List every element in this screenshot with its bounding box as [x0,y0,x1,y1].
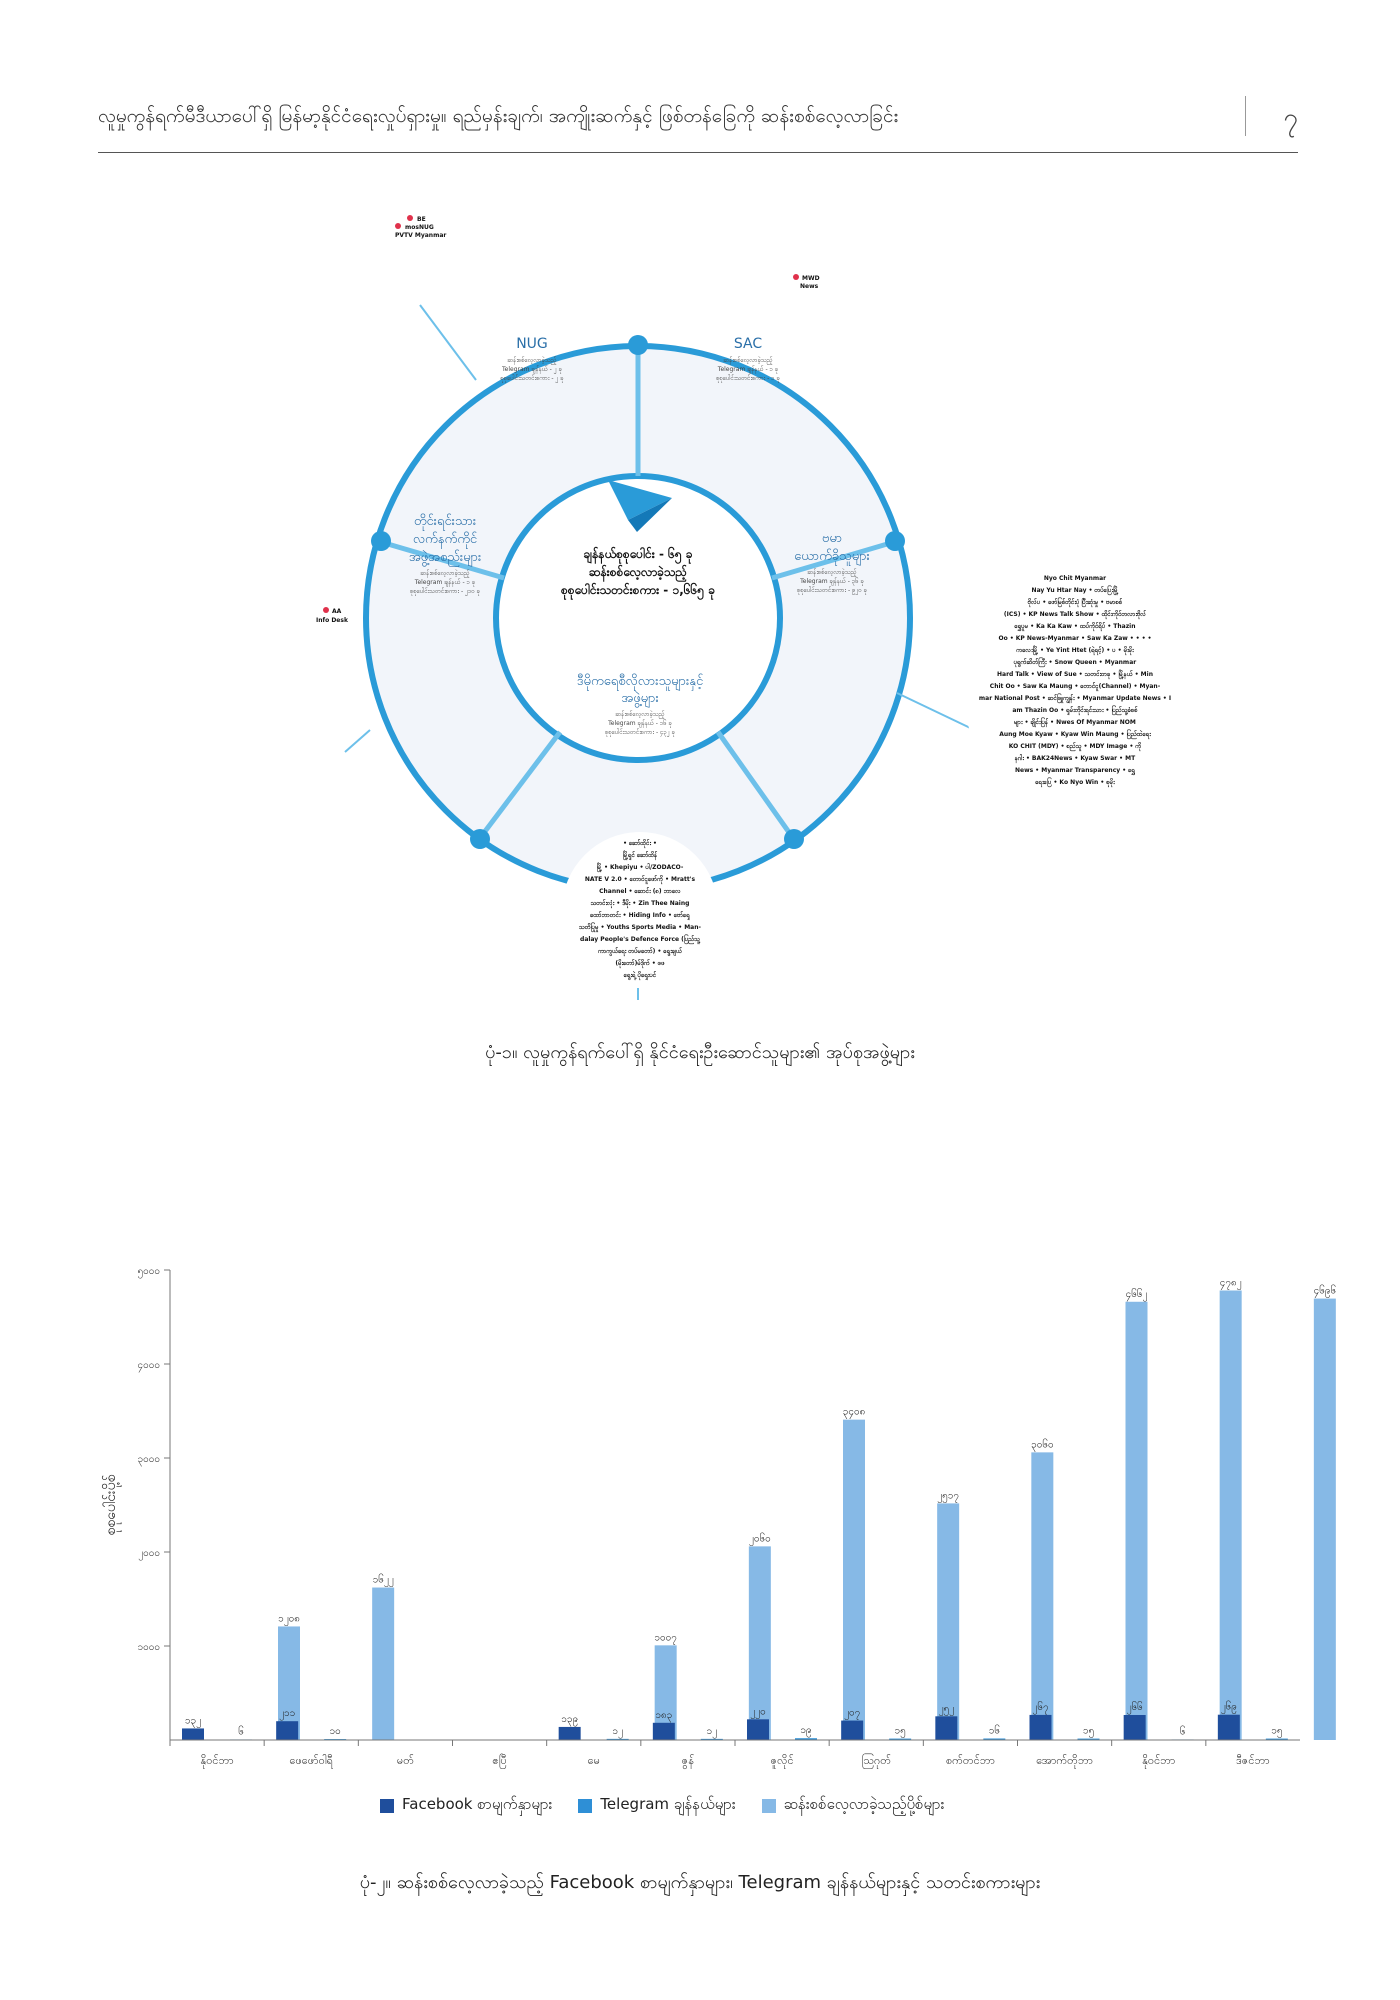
segment-ethnic-line2: Telegram ချန်နယ် - ၁ ခု [414,579,476,586]
legend-item-facebook [380,1795,552,1817]
bubble-pro-democracy-line: မြို့ရှင် ဆော်ထိန် [622,852,658,859]
segment-nug-line2: Telegram ချန်နယ် - ၂ ခု [502,366,562,373]
legend-item-telegram [578,1795,735,1817]
callout-sac-item: MWD [802,275,820,282]
bubble-pro-military-line: နဂါး • BAK24News • Kyaw Swar • MT [1014,755,1136,762]
bubble-pro-military-line: ရေးပြေ • Ko Nyo Win • စုမိုး [1035,779,1115,786]
segment-pro-military-title1: ဗမာ [821,531,843,546]
segment-pro-military-line2: Telegram ချန်နယ် - ၃၆ ခု [800,578,864,585]
bubble-pro-democracy-line: ထော်ဘာတင်း • Hiding Info • ဗော်ရှေ [590,912,690,919]
bar-value-label: ၁၆ [988,1725,1000,1737]
bar-0 [653,1723,675,1740]
bubble-pro-military-line: News • Myanmar Transparency • ရွှေ [1015,767,1135,774]
figure-1-caption: ပုံ-၁။ လူမှုကွန်ရက်ပေါ်ရှိ နိုင်ငံရေးဦးဆောင်သူများ၏ အုပ်စုအဖွဲ့များ [485,1042,915,1063]
bar-value-label: ၁၃၂ [184,1715,202,1727]
segment-pro-democracy-line2: Telegram ချန်နယ် - ၁၆ ခု [608,720,672,727]
bubble-pro-military-line: mar National Post • ဆင်ဖြူကျွန်း • Myanmar Update News • I [978,695,1172,702]
segment-nug [500,336,563,383]
segment-ethnic-line3: စုစုပေါင်းသတင်းစကား - ၂၁၀ ခု [409,588,481,595]
callout-sac [793,274,820,290]
channel-group-diagram [0,180,1400,1180]
bar-value-label: ၁၈၃ [655,1709,673,1721]
y-tick-label: ၅၀၀၀ [137,1266,160,1277]
posts-bar-chart [0,1240,1400,1767]
red-dot [407,215,413,221]
bubble-pro-military-line: ရွှေပူမ • Ka Ka Kaw • ထပ်ကိုင်ရိပ် • Thazin [1014,623,1136,630]
segment-ethnic-line1: ဆန်းစစ်လေ့လာခဲ့သည့် [420,570,470,577]
bar-value-label: ၂၆၇ [1032,1701,1049,1713]
bubble-pro-democracy-line: မြို့ • Khepiyu • ပါ/ZODACO- [596,864,684,871]
segment-ethnic-title2: လက်နက်ကိုင် [412,532,478,547]
segment-pro-democracy-title2: အဖွဲ့များ [621,691,659,706]
header-title: လူမှုကွန်ရက်မီဒီယာပေါ်ရှိ မြန်မာ့နိုင်ငံရေးလှုပ်ရှားမှု။ ရည်မှန်းချက်၊ အကျိုးဆက်နှင့် ဖြစ်တန်ခြေကို ဆန်းစစ်လေ့လာခြင်း [98,105,899,127]
red-dot [395,223,401,229]
segment-sac-line3: စုစုပေါင်းသတင်းစကား - ၁ ခု [716,375,780,382]
bubble-pro-democracy-line: dalay People's Defence Force (ပြည်သူ့ [580,936,700,943]
bar-value-label: ၁၆၂၂ [372,1574,394,1586]
ring-node [470,829,490,849]
segment-ethnic-title3: အဖွဲ့အစည်းများ [408,550,482,565]
bar-value-label: ၂၀၆၀ [748,1533,771,1545]
bubble-pro-democracy-line: Channel • ဆောင်း (၈) ဘာလေ [599,888,681,895]
y-axis [138,1266,171,1653]
ring-node [628,335,648,355]
bar-value-label: ၃၀၆၀ [1031,1439,1054,1451]
bar-value-label: ၆ [1179,1726,1186,1738]
legend-swatch [380,1799,394,1813]
bar-2 [372,1588,394,1740]
callout-ethnic-item: Info Desk [316,617,348,624]
bar-0 [182,1728,204,1740]
segment-sac-line2: Telegram ချန်နယ် - ၁ ခု [717,366,779,373]
callout-nug-item: BE [417,216,426,223]
segment-ethnic-title1: တိုင်းရင်းသား [413,514,477,529]
bar-value-label: ၄၆၆၂ [1125,1288,1148,1300]
bubble-pro-military-line: Oo • KP News-Myanmar • Saw Ka Zaw • • • • [998,635,1152,642]
callout-ethnic-item: AA [332,608,342,615]
segment-pro-democracy-title1: ဒီမိုကရေစီလိုလားသူများနှင့် [576,674,704,689]
bar-value-label: ၁၀ [329,1726,341,1738]
segment-nug-title: NUG [516,336,548,352]
bubble-pro-military-line: များ • ချိုင်းပြန် • Nwes Of Myanmar NOM [1014,719,1136,726]
x-tick-label: ဖေဖော်ဝါရီ [289,1754,333,1767]
bubble-pro-democracy-line: ရွေးရဲ့ ပိုရှေးပင် [623,972,657,979]
bar-value-label: ၆ [238,1726,244,1738]
page-header [98,96,1298,153]
legend-swatch [578,1799,592,1813]
bar-0 [276,1721,298,1740]
bar-value-label: ၂၂၀ [750,1706,766,1718]
segment-nug-line1: ဆန်းစစ်လေ့လာခဲ့သည့် [507,357,557,364]
x-tick-label: မတ် [396,1754,414,1767]
bubble-pro-democracy-line: သတင်းလုံး • ဒီမိုး • Zin Thee Naing [590,900,690,907]
bar-value-label: ၂၅၂ [938,1703,955,1715]
bubble-pro-military-line: am Thazin Oo • ရှမ်းတိုင်းရင်းသား • ပြည်သူ့ခံစစ် [1012,707,1138,714]
callout-sac-item: News [800,283,819,290]
bubble-pro-military-line: ပုရွက်ဆိတ်ကြီး • Snow Queen • Myanmar [1013,659,1137,666]
bubble-pro-military-line: Aung Moe Kyaw • Kyaw Win Maung • ပြည်ထဲရေး [999,731,1151,738]
bar-value-label: ၂၆၉ [1220,1701,1237,1713]
bubble-pro-democracy-line: သတိပြုမှု • Youths Sports Media • Man- [579,924,701,931]
legend-label: Telegram ချန်နယ်များ [600,1795,736,1813]
segment-nug-line3: စုစုပေါင်းသတင်းစကား - ၂ ခု [500,375,564,382]
bar-value-label: ၄၇၈၂ [1219,1277,1242,1289]
bar-0 [935,1716,957,1740]
callout-nug-item: PVTV Myanmar [395,232,447,239]
legend-item-posts [762,1795,945,1817]
bar-value-label: ၄၆၉၆ [1313,1285,1337,1297]
bubble-pro-military-line: Hard Talk • View of Sue • သတင်းတခု • မြို့နယ် • Min [997,671,1153,678]
x-tick-label: ဧပြီ [492,1754,507,1767]
callout-nug [395,215,446,239]
x-tick-label: ဇူလိုင် [770,1754,794,1767]
bars-group [182,1277,1336,1740]
segment-pro-military-line1: ဆန်းစစ်လေ့လာခဲ့သည့် [807,569,857,576]
segment-ethnic-armed [409,513,482,596]
bar-value-label: ၂၆၆ [1126,1701,1143,1713]
page-number: ၇ [1283,103,1298,133]
bar-value-label: ၂၅၁၇ [937,1490,960,1502]
bubble-pro-military-line: Nyo Chit Myanmar [1043,575,1107,582]
callout-line-nug [420,305,476,380]
bar-0 [1218,1715,1240,1740]
figure-2-caption: ပုံ-၂။ ဆန်းစစ်လေ့လာခဲ့သည့် Facebook စာမျက်နှာများ၊ Telegram ချန်နယ်များနှင့် သတင်းစကားများ [359,1872,1041,1893]
bar-0 [559,1727,581,1740]
segment-pro-democracy-line1: ဆန်းစစ်လေ့လာခဲ့သည့် [615,711,665,718]
x-tick-label: နိုဝင်ဘာ [1142,1754,1176,1767]
bar-0 [747,1719,769,1740]
center-total-channels: ချန်နယ်စုစုပေါင်း - ၆၅ ခု [583,547,693,561]
segment-pro-military-line3: စုစုပေါင်းသတင်းစကား - ၉၂၀ ခု [796,587,868,594]
bar-value-label: ၃၄၀၈ [842,1406,866,1418]
x-tick-label: မေ [587,1754,600,1767]
bar-value-label: ၁၅ [894,1725,906,1737]
bubble-pro-military-line: Nay Yu Htar Nay • တပ်ပြေးမြို့ [1031,587,1119,594]
bubble-pro-military-line: KO CHIT (MDY) • စည်သူ • MDY Image • ကို [1008,743,1142,750]
bubble-pro-military-line: Chit Oo • Saw Ka Maung • တောင်ငူ(Channel) • Myan- [989,683,1161,690]
bar-2 [843,1420,865,1740]
ring-node [885,531,905,551]
bar-2 [1220,1290,1242,1740]
bar-0 [1030,1715,1052,1740]
bar-2 [1031,1452,1053,1740]
bubble-pro-military-line: ဗိုလ်ပ • ဖော်မြစ်တိုင်းပုံ ပြီးဆုံးမှု • ဗမာစစ် [1027,599,1123,606]
segment-sac-title: SAC [733,336,763,352]
x-axis-labels [170,1740,1270,1769]
callout-line-ethnic [345,730,370,752]
bar-value-label: ၁၅ [1082,1725,1095,1737]
segment-pro-democracy-line3: စုစုပေါင်းသတင်းစကား - ၄၃၂ ခု [604,729,676,736]
center-studied-label: ဆန်းစစ်လေ့လာခဲ့သည့် [588,565,688,579]
legend-swatch [762,1799,776,1813]
bar-value-label: ၁၂၀၈ [278,1613,300,1625]
x-tick-label: ဇွန် [681,1754,695,1767]
bubble-pro-military-line: ကလေးမြို့ • Ye Yint Htet (ရဲရင့်) • ပ • မိုးမိုး [1016,647,1134,654]
x-tick-label: နိုဝင်ဘာ [200,1754,234,1767]
y-tick-label: ၂၀၀၀ [138,1548,160,1559]
bar-value-label: ၁၉ [800,1725,812,1737]
legend-label: ဆန်းစစ်လေ့လာခဲ့သည့်ပို့စ်များ [783,1795,945,1813]
y-axis-label: စုစုပေါင်းပို့စ် [103,1474,119,1536]
red-dot [793,274,799,280]
bubble-pro-democracy-line: ကာကွယ်ရေး တပ်မတော်) • ရွေးချယ် [598,948,682,955]
bar-0 [1124,1715,1146,1740]
bubble-pro-democracy-line: • ဆော်ထိုင်း • [623,840,657,847]
ring-node [784,829,804,849]
bar-value-label: ၁၃၉ [561,1713,579,1725]
bar-value-label: ၁၀၀၇ [654,1632,677,1644]
callout-nug-item: mosNUG [405,224,434,231]
bubble-pro-democracy [562,832,718,988]
bar-2 [1314,1299,1336,1740]
bubble-pro-democracy-line: NATE V 2.0 • တောင်ငူဖော်ကို • Mratt's [584,876,696,883]
bar-value-label: ၁၅ [1271,1725,1283,1737]
segment-sac-line1: ဆန်းစစ်လေ့လာခဲ့သည့် [723,357,773,364]
x-tick-label: ဩဂုတ် [861,1754,891,1767]
y-tick-label: ၁၀၀၀ [137,1642,160,1653]
y-tick-label: ၃၀၀၀ [137,1454,160,1465]
callout-ethnic [316,607,349,624]
x-tick-label: စက်တင်ဘာ [945,1754,995,1767]
bar-2 [1126,1302,1148,1740]
segment-pro-military-title2: ယောက်ခိုသူများ [794,549,870,564]
ring-node [371,531,391,551]
center-total-messages: စုစုပေါင်းသတင်းစကား - ၁,၆၆၅ ခု [561,583,715,597]
x-tick-label: အောက်တိုဘာ [1036,1754,1093,1767]
bar-value-label: ၁၂ [612,1725,623,1737]
bubble-pro-military-line: (ICS) • KP News Talk Show • ထိုင်းကိုင်တလားဗိုလ် [1003,611,1147,618]
bar-value-label: ၂၁၁ [279,1708,296,1720]
bubble-pro-democracy-line: (မိုးတော်)မ်ဒိုက် • ဖဖ [615,960,665,967]
red-dot [323,607,329,613]
segment-sac [716,336,780,383]
bar-value-label: ၁၂ [706,1725,718,1737]
chart-legend [380,1795,944,1817]
bar-value-label: ၂၀၇ [844,1707,861,1719]
bubble-pro-military [963,575,1187,804]
legend-label: Facebook စာမျက်နှာများ [402,1795,553,1813]
header-separator [1245,96,1247,136]
bar-0 [841,1721,863,1740]
x-tick-label: ဒီဇင်ဘာ [1236,1754,1270,1767]
y-tick-label: ၄၀၀၀ [137,1360,160,1371]
